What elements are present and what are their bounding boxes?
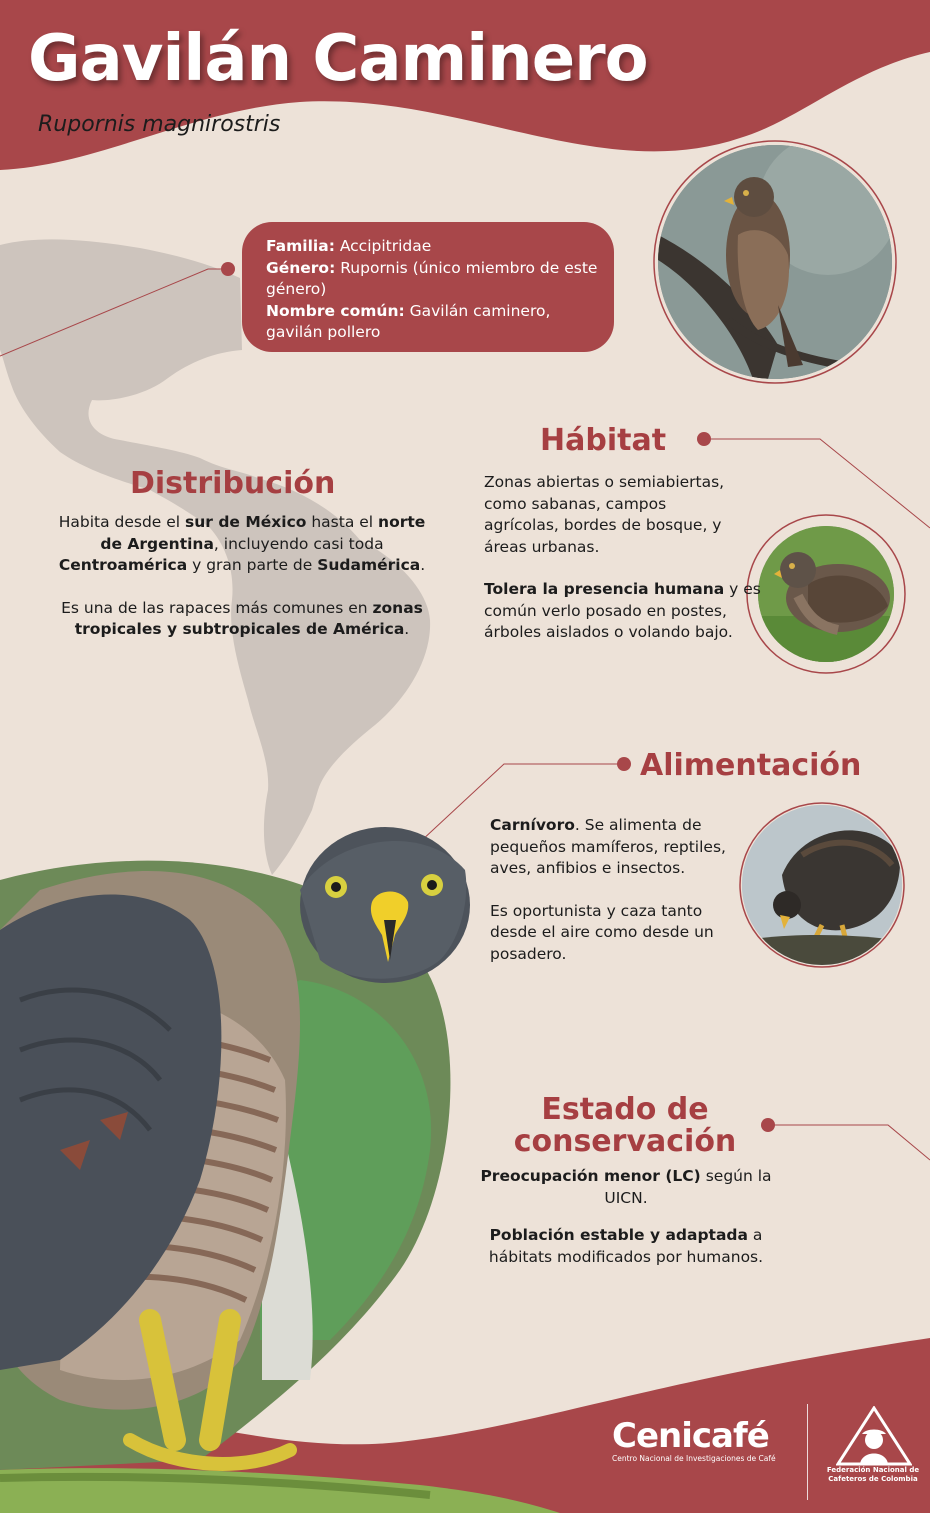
familia-label: Familia: bbox=[266, 237, 335, 255]
alimentacion-paragraph-2 bbox=[490, 901, 735, 966]
alimentacion-text bbox=[490, 815, 735, 965]
conservacion-connector bbox=[768, 1125, 930, 1160]
nombre-value: Gavilán caminero, gavilán pollero bbox=[266, 301, 551, 341]
text-run: y es común verlo posado en postes, árboles aislados o volando bajo. bbox=[484, 580, 761, 641]
bold-text-run: Población estable y adaptada bbox=[489, 1226, 748, 1244]
conservacion-paragraph-1 bbox=[462, 1166, 790, 1209]
text-run: Es una de las rapaces más comunes en bbox=[61, 598, 373, 617]
conservacion-heading bbox=[500, 1094, 750, 1158]
conservacion-text bbox=[462, 1166, 790, 1268]
logo-divider bbox=[806, 1404, 810, 1500]
habitat-text bbox=[484, 472, 766, 644]
text-run: y gran parte de bbox=[187, 556, 318, 574]
scientific-name: Rupornis magnirostris bbox=[38, 112, 281, 137]
bold-text-run: norte de Argentina bbox=[100, 513, 426, 553]
fnc-logo-icon bbox=[836, 1406, 912, 1466]
text-run: a hábitats modificados por humanos. bbox=[488, 1226, 764, 1266]
conservacion-paragraph-2 bbox=[462, 1225, 790, 1268]
cenicafe-logo-subtitle: Centro Nacional de Investigaciones de Café bbox=[612, 1454, 776, 1463]
conservacion-heading-line-1: Estado de bbox=[541, 1092, 709, 1127]
distribucion-heading: Distribución bbox=[130, 466, 336, 501]
taxonomy-familia bbox=[266, 236, 604, 258]
page-title: Gavilán Caminero bbox=[28, 22, 648, 96]
distribucion-paragraph-2 bbox=[58, 598, 426, 641]
bold-text-run: Carnívoro bbox=[490, 816, 575, 834]
bold-text-run: zonas tropicales y subtropicales de América bbox=[74, 598, 423, 638]
text-run: Zonas abiertas o semiabiertas, como sabanas, campos agrícolas, bordes de bosque, y áreas urbanas. bbox=[484, 473, 725, 556]
cenicafe-logo-word: Cenicafé bbox=[612, 1416, 769, 1456]
taxonomy-box bbox=[242, 222, 614, 352]
genero-value: Rupornis (único miembro de este género) bbox=[266, 258, 598, 298]
bold-text-run: Tolera la presencia humana bbox=[484, 580, 725, 598]
text-run: Habita desde el bbox=[58, 513, 186, 531]
cenicafe-logo bbox=[612, 1418, 802, 1464]
text-run: . Se alimenta de pequeños mamíferos, reptiles, aves, anfibios e insectos. bbox=[490, 816, 726, 877]
hawk-perched-photo bbox=[658, 145, 892, 379]
genero-label: Género: bbox=[266, 258, 336, 277]
text-run: . bbox=[404, 620, 410, 638]
text-run: . bbox=[420, 556, 426, 574]
text-run: , incluyendo casi toda bbox=[213, 534, 384, 553]
bold-text-run: Centroamérica bbox=[58, 556, 188, 574]
habitat-paragraph-1 bbox=[484, 472, 734, 558]
hawk-grass-photo bbox=[758, 526, 894, 662]
habitat-heading: Hábitat bbox=[540, 423, 667, 458]
taxonomy-nombre bbox=[266, 301, 604, 344]
distribucion-paragraph-1 bbox=[58, 512, 426, 577]
conservacion-dot bbox=[761, 1118, 775, 1132]
alimentacion-heading: Alimentación bbox=[640, 748, 862, 783]
nombre-label: Nombre común: bbox=[266, 301, 405, 320]
taxonomy-dot bbox=[221, 262, 235, 276]
alimentacion-dot bbox=[617, 757, 631, 771]
bold-text-run: Preocupación menor (LC) bbox=[480, 1167, 701, 1185]
text-run: Es oportunista y caza tanto desde el aire como desde un posadero. bbox=[490, 901, 714, 963]
bold-text-run: Sudamérica bbox=[317, 556, 421, 574]
fnc-logo-text: Federación Nacional de Cafeteros de Colombia bbox=[826, 1466, 920, 1483]
familia-value: Accipitridae bbox=[339, 237, 432, 255]
bold-text-run: sur de México bbox=[185, 513, 307, 531]
conservacion-heading-line-2: conservación bbox=[513, 1124, 737, 1159]
alimentacion-paragraph-1 bbox=[490, 815, 735, 880]
habitat-paragraph-2 bbox=[484, 579, 766, 644]
hawk-feeding-photo bbox=[742, 805, 902, 965]
taxonomy-genero bbox=[266, 258, 604, 301]
habitat-dot bbox=[697, 432, 711, 446]
text-run: según la UICN. bbox=[604, 1167, 772, 1207]
text-run: hasta el bbox=[306, 513, 379, 531]
distribucion-text bbox=[58, 512, 426, 641]
